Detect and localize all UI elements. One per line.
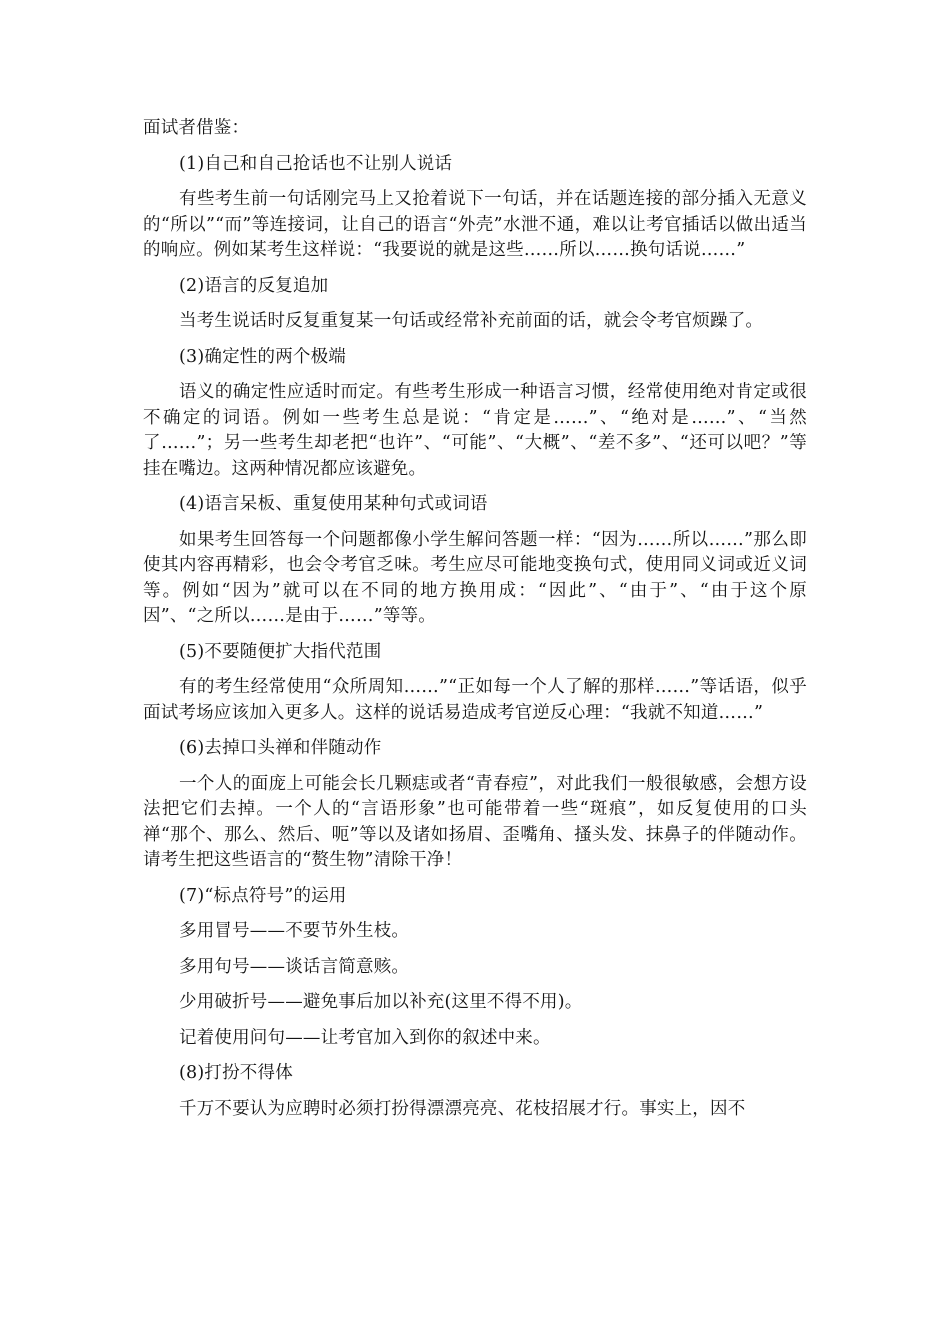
body-paragraph-3: 语义的确定性应适时而定。有些考生形成一种语言习惯，经常使用绝对肯定或很不确定的词语。例如一些考生总是说：“肯定是……”、“绝对是……”、“当然了……”；另一些考生却老把“也许”、“可能”、“大概”、“差不多”、“还可以吧？”等挂在嘴边。这两种情况都应该避免。 [143,382,807,479]
section-heading-2: (2)语言的反复追加 [179,275,329,296]
body-paragraph-2: 当考生说话时反复重复某一句话或经常补充前面的话，就会令考官烦躁了。 [179,311,764,331]
body-paragraph-5: 有的考生经常使用“众所周知……”“正如每一个人了解的那样……”等话语，似乎面试考场应该加入更多人。这样的说话易造成考官逆反心理：“我就不知道……” [143,677,807,723]
intro-line: 面试者借鉴： [143,118,250,138]
section-heading-6: (6)去掉口头禅和伴随动作 [179,738,382,758]
document-body [143,116,807,1122]
punctuation-tip-period: 多用句号——谈话言简意赅。 [179,956,410,977]
section-heading-5: (5)不要随便扩大指代范围 [179,641,382,662]
body-paragraph-4: 如果考生回答每一个问题都像小学生解问答题一样：“因为……所以……”那么即使其内容再精彩，也会令考官乏味。考生应尽可能地变换句式，使用同义词或近义词等。例如“因为”就可以在不同的地方换用成：“因此”、“由于”、“由于这个原因”、“之所以……是由于……”等等。 [143,529,807,626]
punctuation-tip-colon: 多用冒号——不要节外生枝。 [179,921,410,941]
section-heading-8: (8)打扮不得体 [179,1063,293,1083]
section-heading-7: (7)“标点符号”的运用 [179,885,347,906]
punctuation-tip-dash: 少用破折号——避免事后加以补充(这里不得不用)。 [179,992,583,1012]
section-heading-1: (1)自己和自己抢话也不让别人说话 [179,153,453,174]
punctuation-tip-question: 记着使用问句——让考官加入到你的叙述中来。 [179,1027,551,1048]
section-heading-4: (4)语言呆板、重复使用某种句式或词语 [179,494,488,514]
body-paragraph-6: 一个人的面庞上可能会长几颗痣或者“青春痘”，对此我们一般很敏感，会想方设法把它们去掉。一个人的“言语形象”也可能带着一些“斑痕”，如反复使用的口头禅“那个、那么、然后、呃”等以及诸如扬眉、歪嘴角、搔头发、抹鼻子的伴随动作。请考生把这些语言的“赘生物”清除干净！ [143,773,807,870]
section-heading-3: (3)确定性的两个极端 [179,346,346,367]
body-paragraph-8: 千万不要认为应聘时必须打扮得漂漂亮亮、花枝招展才行。事实上，因不 [179,1098,746,1119]
body-paragraph-1: 有些考生前一句话刚完马上又抢着说下一句话，并在话题连接的部分插入无意义的“所以”“而”等连接词，让自己的语言“外壳”水泄不通，难以让考官插话以做出适当的响应。例如某考生这样说：“我要说的就是这些……所以……换句话说……” [143,189,807,260]
